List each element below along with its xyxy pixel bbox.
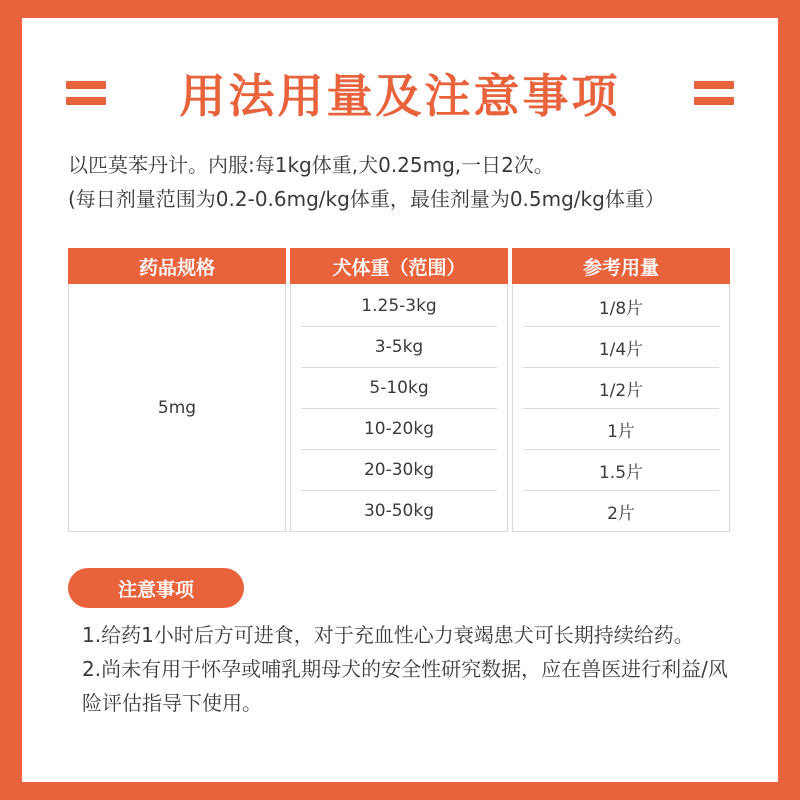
weight-body xyxy=(290,284,508,532)
title-row xyxy=(22,58,778,128)
spec-column xyxy=(68,248,286,532)
dose-row: 1/2片 xyxy=(523,368,719,409)
intro-line-1: 以匹莫苯丹计。内服:每1kg体重,犬0.25mg,一日2次。 xyxy=(68,153,554,177)
notice-badge: 注意事项 xyxy=(68,568,244,608)
notice-item: 1.给药1小时后方可进食，对于充血性心力衰竭患犬可长期持续给药。 xyxy=(82,623,694,647)
weight-row: 1.25-3kg xyxy=(301,286,497,327)
dose-body xyxy=(512,284,730,532)
dose-row: 1/4片 xyxy=(523,327,719,368)
header-dose: 参考用量 xyxy=(512,248,730,284)
spec-value: 5mg xyxy=(157,397,197,418)
spec-body xyxy=(68,284,286,532)
weight-column xyxy=(290,248,508,532)
notice-list xyxy=(82,618,742,720)
header-spec: 药品规格 xyxy=(68,248,286,284)
dose-row: 1/8片 xyxy=(523,286,719,327)
notice-item: 2.尚未有用于怀孕或哺乳期母犬的安全性研究数据，应在兽医进行利益/风险评估指导下使用。 xyxy=(82,657,728,715)
dosage-intro xyxy=(68,148,748,216)
intro-line-2: (每日剂量范围为0.2-0.6mg/kg体重，最佳剂量为0.5mg/kg体重） xyxy=(68,187,665,211)
weight-row: 5-10kg xyxy=(301,368,497,409)
title-decoration-right xyxy=(694,78,734,108)
header-weight: 犬体重（范围） xyxy=(290,248,508,284)
dose-row: 2片 xyxy=(607,503,635,524)
dose-column xyxy=(512,248,730,532)
weight-row: 20-30kg xyxy=(301,450,497,491)
weight-row: 30-50kg xyxy=(363,501,435,521)
dose-row: 1.5片 xyxy=(523,450,719,491)
weight-row: 3-5kg xyxy=(301,327,497,368)
weight-row: 10-20kg xyxy=(301,409,497,450)
dose-row: 1片 xyxy=(523,409,719,450)
page-title: 用法用量及注意事项 xyxy=(179,69,621,123)
title-decoration-left xyxy=(66,78,106,108)
